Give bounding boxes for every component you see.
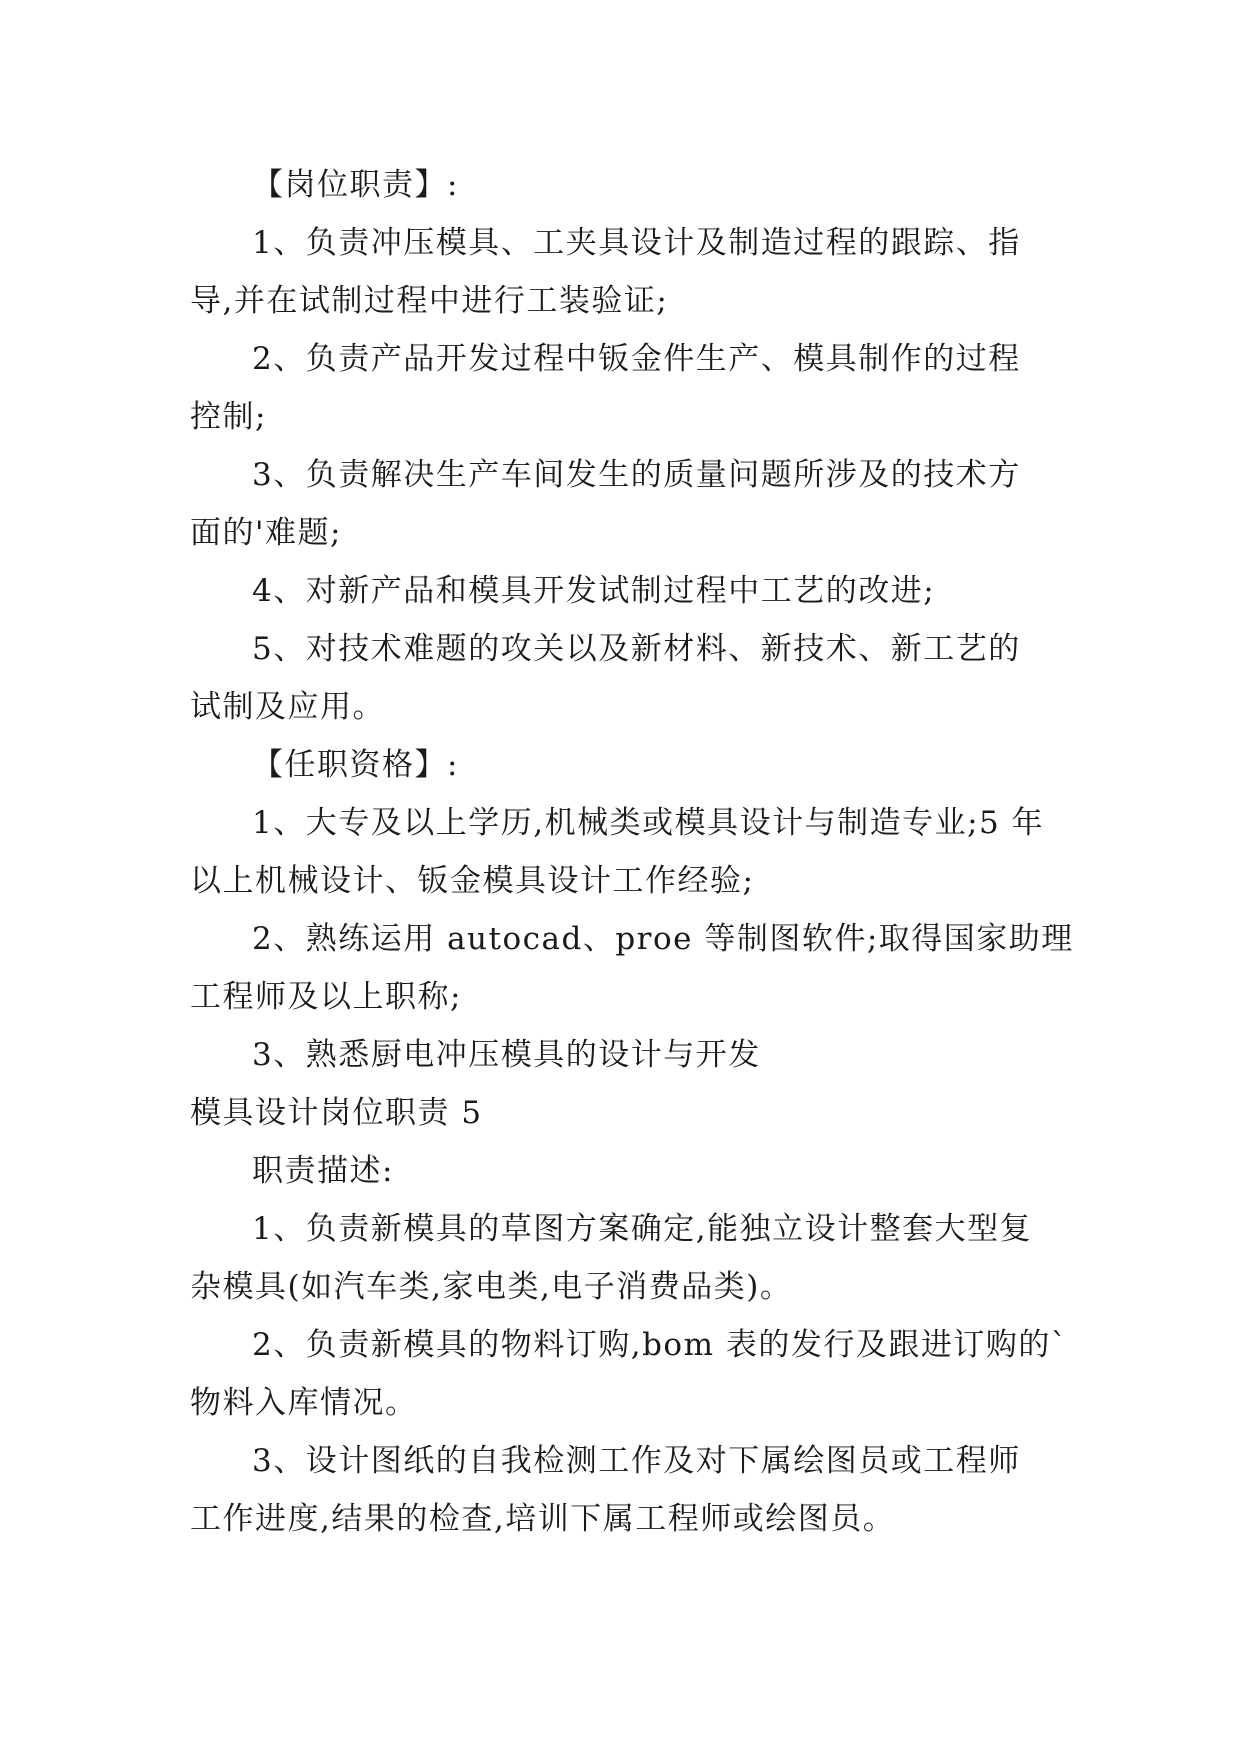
duty-item-3-line-1: 3、负责解决生产车间发生的质量问题所涉及的技术方 — [252, 457, 1021, 493]
duty-item-1-line-2: 导,并在试制过程中进行工装验证; — [190, 283, 669, 319]
duty-item-3-line-2: 面的'难题; — [190, 515, 342, 551]
section-subheading-description: 职责描述: — [252, 1153, 394, 1189]
section-heading-qualifications: 【任职资格】: — [252, 747, 459, 783]
duty-item-2-line-2: 控制; — [190, 399, 267, 435]
qualification-item-2-line-1: 2、熟练运用 autocad、proe 等制图软件;取得国家助理 — [252, 921, 1074, 957]
duty-item-4-line-1: 4、对新产品和模具开发试制过程中工艺的改进; — [252, 573, 936, 609]
duty-item-1-line-1: 1、负责冲压模具、工夹具设计及制造过程的跟踪、指 — [252, 225, 1021, 261]
description-item-3-line-1: 3、设计图纸的自我检测工作及对下属绘图员或工程师 — [252, 1443, 1021, 1479]
qualification-item-3-line-1: 3、熟悉厨电冲压模具的设计与开发 — [252, 1037, 761, 1073]
duty-item-5-line-1: 5、对技术难题的攻关以及新材料、新技术、新工艺的 — [252, 631, 1021, 667]
duty-item-5-line-2: 试制及应用。 — [190, 689, 385, 725]
section-heading-duties: 【岗位职责】: — [252, 167, 459, 203]
description-item-1-line-1: 1、负责新模具的草图方案确定,能独立设计整套大型复 — [252, 1211, 1033, 1247]
section-title-5: 模具设计岗位职责 5 — [190, 1095, 483, 1131]
document-body — [190, 156, 1074, 1548]
description-item-2-line-2: 物料入库情况。 — [190, 1385, 418, 1421]
qualification-item-1-line-1: 1、大专及以上学历,机械类或模具设计与制造专业;5 年 — [252, 805, 1045, 841]
duty-item-2-line-1: 2、负责产品开发过程中钣金件生产、模具制作的过程 — [252, 341, 1021, 377]
qualification-item-1-line-2: 以上机械设计、钣金模具设计工作经验; — [190, 863, 755, 899]
description-item-3-line-2: 工作进度,结果的检查,培训下属工程师或绘图员。 — [190, 1501, 896, 1537]
description-item-2-line-1: 2、负责新模具的物料订购,bom 表的发行及跟进订购的` — [252, 1327, 1068, 1363]
qualification-item-2-line-2: 工程师及以上职称; — [190, 979, 462, 1015]
description-item-1-line-2: 杂模具(如汽车类,家电类,电子消费品类)。 — [190, 1269, 793, 1305]
